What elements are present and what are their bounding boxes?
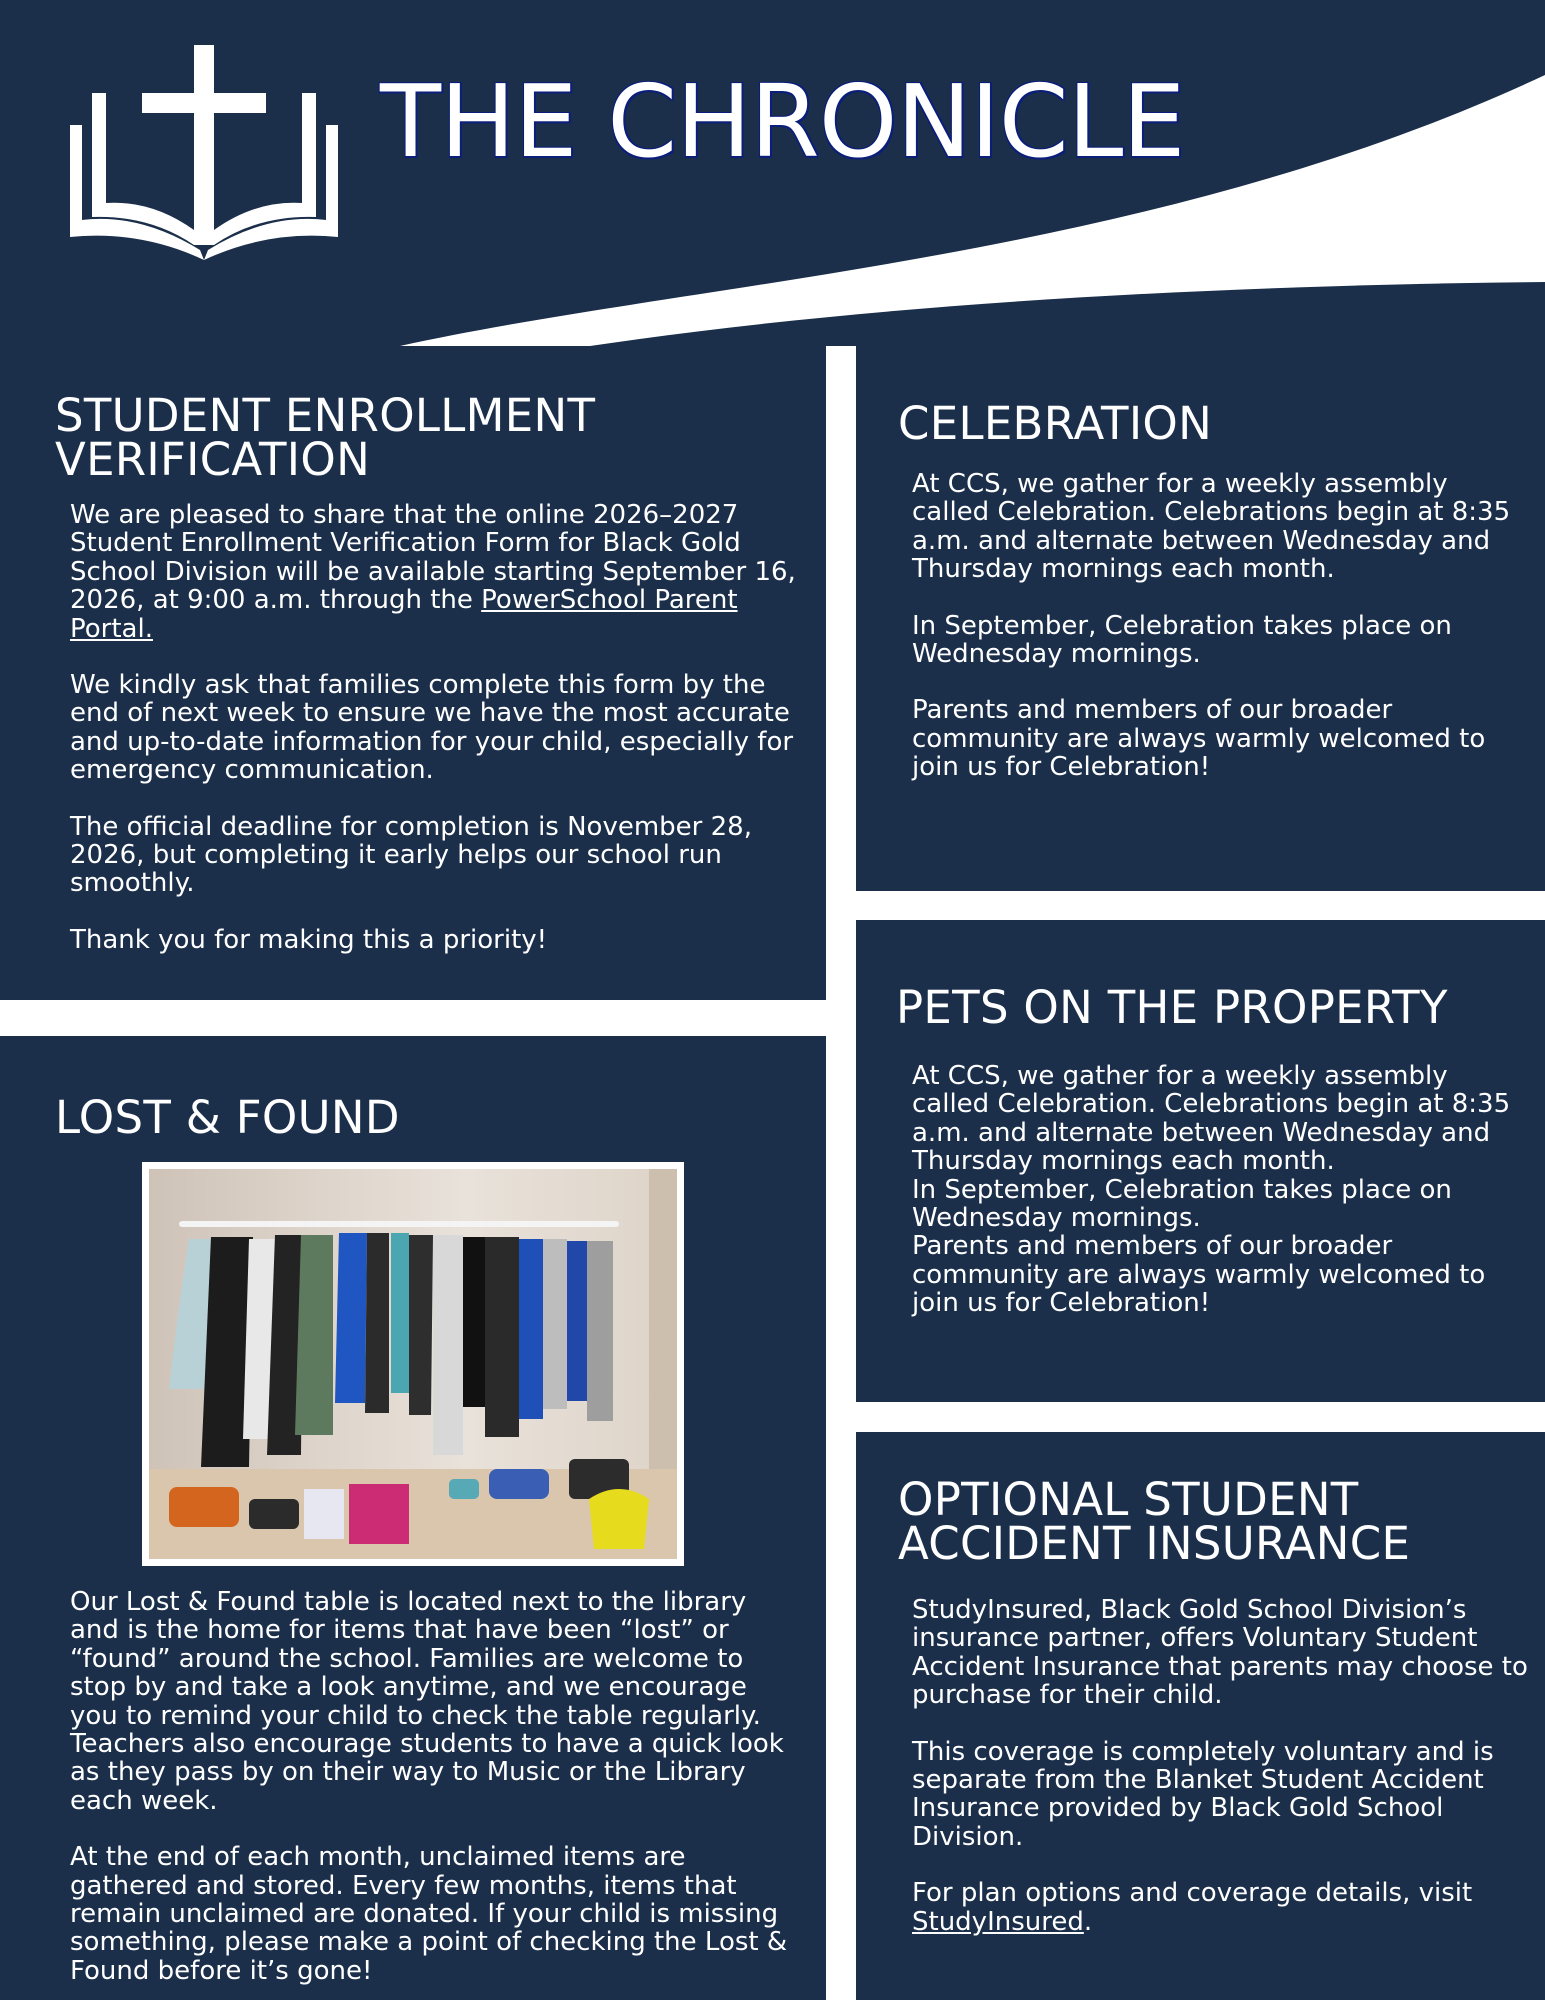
clothing-rack-photo bbox=[142, 1162, 684, 1566]
lost-found-paragraph-2: At the end of each month, unclaimed items are gathered and stored. Every few months, items that remain unclaimed are donated. If your child is missing something, please make a point of checking the Lost & Found before it’s gone! bbox=[70, 1842, 788, 1986]
celebration-body bbox=[912, 470, 1532, 782]
celebration-section bbox=[856, 346, 1545, 891]
enrollment-heading: STUDENT ENROLLMENT VERIFICATION bbox=[55, 389, 596, 486]
enrollment-paragraph-1 bbox=[70, 501, 800, 643]
pets-body bbox=[912, 1062, 1532, 1318]
lost-found-section bbox=[0, 1036, 826, 2000]
insurance-paragraph-1: StudyInsured, Black Gold School Division’s insurance partner, offers Voluntary Student Accident Insurance that parents may choose to purchase for their child. bbox=[912, 1595, 1528, 1711]
enrollment-section bbox=[0, 346, 826, 1000]
pets-heading: PETS ON THE PROPERTY bbox=[896, 981, 1448, 1034]
insurance-p3-text: For plan options and coverage details, visit bbox=[912, 1878, 1473, 1909]
celebration-heading: CELEBRATION bbox=[898, 397, 1213, 450]
newsletter-title: THE CHRONICLE bbox=[380, 63, 1185, 180]
lost-found-heading: LOST & FOUND bbox=[55, 1091, 400, 1144]
lost-found-body bbox=[70, 1588, 800, 1985]
celebration-paragraph-1: At CCS, we gather for a weekly assembly called Celebration. Celebrations begin at 8:35 a.m. and alternate between Wednesday and Thursday mornings each month. bbox=[912, 469, 1511, 585]
pets-paragraph-1: At CCS, we gather for a weekly assembly called Celebration. Celebrations begin at 8:35 a.m. and alternate between Wednesday and Thursday mornings each month. bbox=[912, 1061, 1511, 1177]
enrollment-paragraph-3: The official deadline for completion is November 28, 2026, but completing it early helps our school run smoothly. bbox=[70, 811, 752, 899]
enrollment-paragraph-2: We kindly ask that families complete this form by the end of next week to ensure we have the most accurate and up-to-date information for your child, especially for emergency communication. bbox=[70, 670, 794, 786]
pets-paragraph-3: Parents and members of our broader community are always warmly welcomed to join us for Celebration! bbox=[912, 1231, 1486, 1319]
insurance-heading: OPTIONAL STUDENT ACCIDENT INSURANCE bbox=[898, 1473, 1411, 1570]
insurance-section bbox=[856, 1432, 1545, 2000]
powerschool-link[interactable]: PowerSchool Parent Portal. bbox=[70, 585, 738, 644]
pets-paragraph-2: In September, Celebration takes place on Wednesday mornings. bbox=[912, 1174, 1452, 1234]
celebration-paragraph-2: In September, Celebration takes place on Wednesday mornings. bbox=[912, 610, 1452, 670]
lost-found-paragraph-1: Our Lost & Found table is located next to the library and is the home for items that have been “lost” or “found” around the school. Families are welcome to stop by and take a look anytime, and we encourage you to remind your child to check the table regularly. Teachers also encourage students to have a quick look as they pass by on their way to Music or the Library each week. bbox=[70, 1587, 784, 1816]
enrollment-body bbox=[70, 501, 800, 954]
insurance-paragraph-2: This coverage is completely voluntary and is separate from the Blanket Student Accident Insurance provided by Black Gold School Division. bbox=[912, 1736, 1494, 1852]
celebration-paragraph-3: Parents and members of our broader community are always warmly welcomed to join us for Celebration! bbox=[912, 695, 1486, 783]
pets-section bbox=[856, 920, 1545, 1402]
clothing-rack-illustration bbox=[149, 1169, 677, 1559]
cross-open-book-icon bbox=[70, 45, 338, 265]
insurance-body bbox=[912, 1596, 1532, 1936]
enrollment-p1-text: We are pleased to share that the online 2026–2027 Student Enrollment Verification Form for Black Gold School Division will be available starting September 16, 2026, at 9:00 a.m. through the bbox=[70, 500, 796, 616]
studyinsured-link[interactable]: StudyInsured bbox=[912, 1906, 1084, 1937]
enrollment-paragraph-4: Thank you for making this a priority! bbox=[70, 924, 548, 955]
insurance-paragraph-3 bbox=[912, 1879, 1532, 1936]
insurance-p3-end: . bbox=[1083, 1906, 1093, 1937]
